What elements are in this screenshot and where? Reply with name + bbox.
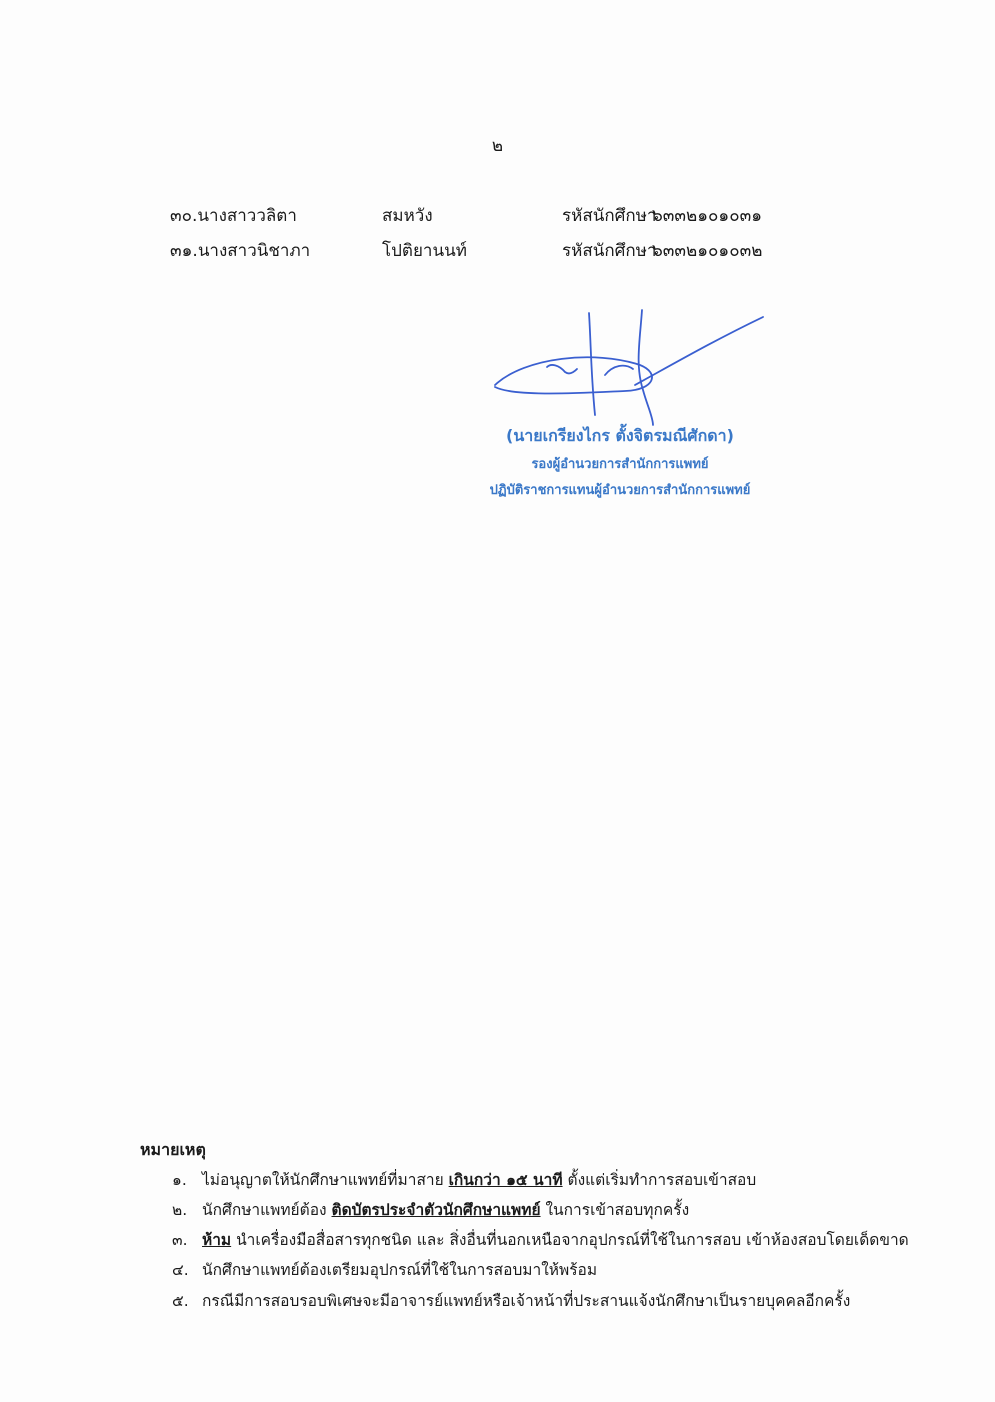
student-id-label: รหัสนักศึกษา: [562, 241, 657, 261]
signature-image: [485, 305, 770, 430]
student-surname: โปติยานนท์: [382, 241, 467, 261]
signer-acting-position: ปฏิบัติราชการแทนผู้อำนวยการสำนักการแพทย์: [489, 483, 751, 498]
notes-heading: หมายเหตุ: [140, 1140, 206, 1159]
note-number: ๔.: [172, 1261, 189, 1279]
note-text: ไม่อนุญาตให้นักศึกษาแพทย์ที่มาสาย: [202, 1171, 449, 1189]
note-item: [172, 1227, 909, 1252]
note-emphasis: ติดบัตรประจำตัวนักศึกษาแพทย์: [331, 1201, 541, 1219]
note-text: นำเครื่องมือสื่อสารทุกชนิด และ สิ่งอื่นที่นอกเหนือจากอุปกรณ์ที่ใช้ในการสอบ เข้าห้องสอบโดยเด็ดขาด: [231, 1231, 909, 1249]
student-id-label: รหัสนักศึกษา: [562, 206, 657, 226]
student-id: ๖๓๓๒๑๐๑๐๓๒: [652, 241, 763, 261]
note-text: ในการเข้าสอบทุกครั้ง: [540, 1201, 690, 1219]
student-surname: สมหวัง: [382, 206, 433, 226]
note-number: ๓.: [172, 1231, 188, 1249]
note-number: ๒.: [172, 1201, 188, 1219]
student-id: ๖๓๓๒๑๐๑๐๓๑: [652, 206, 762, 226]
note-text: นักศึกษาแพทย์ต้องเตรียมอุปกรณ์ที่ใช้ในการสอบมาให้พร้อม: [202, 1261, 598, 1279]
student-name: ๓๐.นางสาววลิตา: [170, 206, 297, 226]
note-item: [172, 1167, 756, 1192]
note-item: [172, 1288, 850, 1313]
note-number: ๕.: [172, 1292, 189, 1310]
note-emphasis: เกินกว่า ๑๕ นาที: [448, 1171, 563, 1189]
note-emphasis: ห้าม: [202, 1231, 232, 1249]
note-text: นักศึกษาแพทย์ต้อง: [202, 1201, 332, 1219]
student-name: ๓๑.นางสาวนิชาภา: [170, 241, 311, 261]
page-number: ๒: [491, 136, 504, 156]
note-item: [172, 1257, 597, 1282]
note-number: ๑.: [172, 1171, 187, 1189]
note-text: กรณีมีการสอบรอบพิเศษจะมีอาจารย์แพทย์หรือเจ้าหน้าที่ประสานแจ้งนักศึกษาเป็นรายบุคคลอีกครั้ง: [202, 1292, 851, 1310]
signer-name: (นายเกรียงไกร ตั้งจิตรมณีศักดา): [506, 426, 734, 445]
note-item: [172, 1197, 689, 1222]
note-text: ตั้งแต่เริ่มทำการสอบเข้าสอบ: [562, 1171, 757, 1189]
signer-position: รองผู้อำนวยการสำนักการแพทย์: [531, 457, 709, 472]
